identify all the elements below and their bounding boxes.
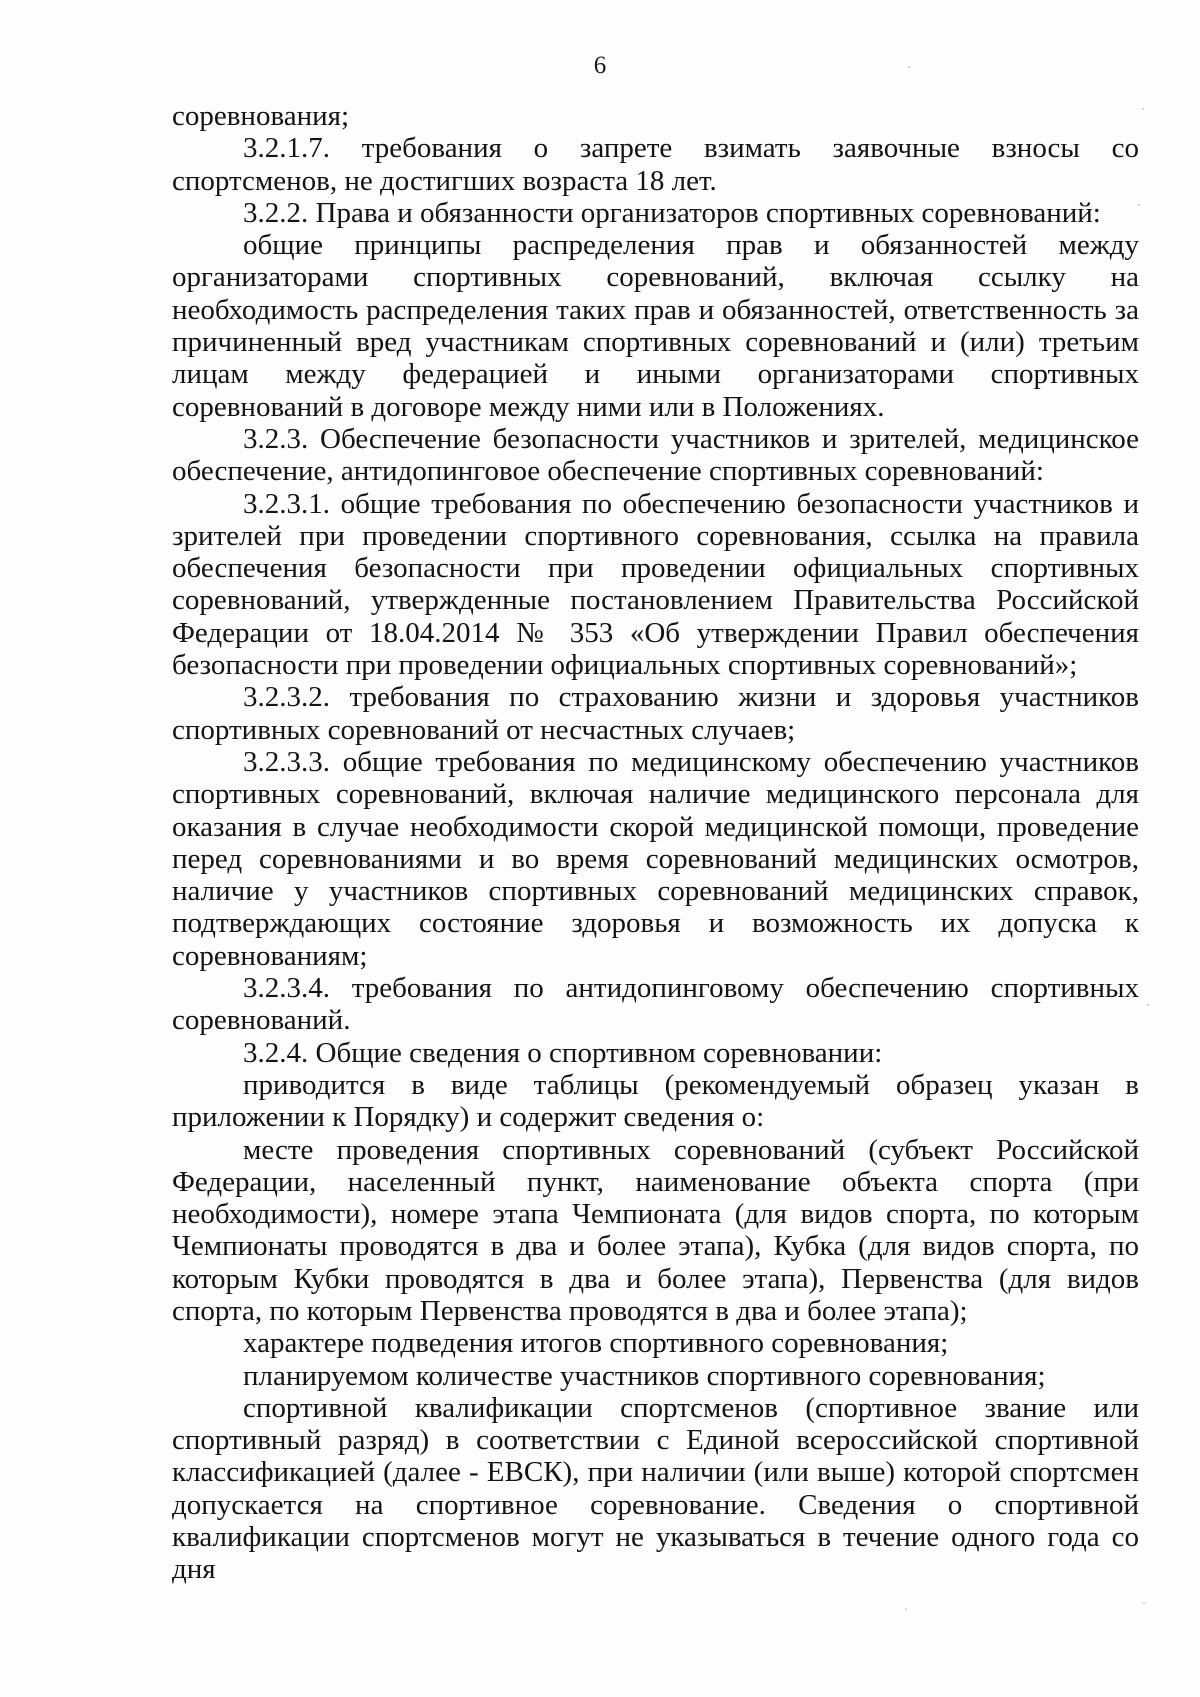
scan-speck [1147,1004,1149,1006]
paragraph: месте проведения спортивных соревнований (субъект Российской Федерации, населенный пункт, наименование объекта спорта (при необходимости), номере этапа Чемпионата (для видов спорта, по которым Чемпионаты проводятся в два и более этапа), Кубка (для видов спорта, по которым Кубки проводятся в два и более этапа), Первенства (для видов спорта, по которым Первенства проводятся в два и более этапа); [172,1133,1139,1327]
paragraph: 3.2.2. Права и обязанности организаторов спортивных соревнований: [243,196,1101,229]
paragraph: 3.2.3.2. требования по страхованию жизни и здоровья участников спортивных соревнований от несчастных случаев; [172,681,1139,746]
scan-speck [908,66,910,68]
scan-speck [905,1608,907,1610]
paragraph: спортивной квалификации спортсменов (спортивное звание или спортивный разряд) в соответствии с Единой всероссийской спортивной классификацией (далее - ЕВСК), при наличии (или выше) которой спортсмен допускается на спортивное соревнование. Сведения о спортивной квалификации спортсменов могут не указываться в течение одного года со дня [172,1391,1139,1586]
paragraph: 3.2.4. Общие сведения о спортивном соревновании: [243,1036,883,1069]
paragraph: 3.2.3.1. общие требования по обеспечению безопасности участников и зрителей при проведении спортивного соревнования, ссылка на правила обеспечения безопасности при проведении официальных спортивных соревнований, утвержденные постановлением Правительства Российской Федерации от 18.04.2014 № 353 «Об утверждении Правил обеспечения безопасности при проведении официальных спортивных соревнований»; [172,487,1139,682]
paragraph: соревнования; [172,100,350,132]
paragraph: 3.2.1.7. требования о запрете взимать заявочные взносы со спортсменов, не достигших возраста 18 лет. [172,132,1139,197]
scan-speck [1143,1602,1145,1604]
paragraph: 3.2.3.4. требования по антидопинговому обеспечению спортивных соревнований. [172,972,1139,1037]
paragraph: планируемом количестве участников спортивного соревнования; [243,1359,1046,1392]
scan-speck [1138,204,1140,206]
paragraph: общие принципы распределения прав и обязанностей между организаторами спортивных соревнований, включая ссылку на необходимость распределения таких прав и обязанностей, ответственность за причиненный вред участникам спортивных соревнований и (или) третьим лицам между федерацией и иными организаторами спортивных соревнований в договоре между ними или в Положениях. [172,229,1139,423]
document-body [172,100,1139,1586]
paragraph: 3.2.3. Обеспечение безопасности участников и зрителей, медицинское обеспечение, антидопинговое обеспечение спортивных соревнований: [172,422,1139,488]
page-number: 6 [593,52,607,79]
scan-speck [1142,108,1144,110]
paragraph: приводится в виде таблицы (рекомендуемый образец указан в приложении к Порядку) и содержит сведения о: [172,1068,1139,1134]
paragraph: характере подведения итогов спортивного соревнования; [243,1327,949,1360]
paragraph: 3.2.3.3. общие требования по медицинскому обеспечению участников спортивных соревнований, включая наличие медицинского персонала для оказания в случае необходимости скорой медицинской помощи, проведение перед соревнованиями и во время соревнований медицинских осмотров, наличие у участников спортивных соревнований медицинских справок, подтверждающих состояние здоровья и возможность их допуска к соревнованиям; [172,745,1139,972]
